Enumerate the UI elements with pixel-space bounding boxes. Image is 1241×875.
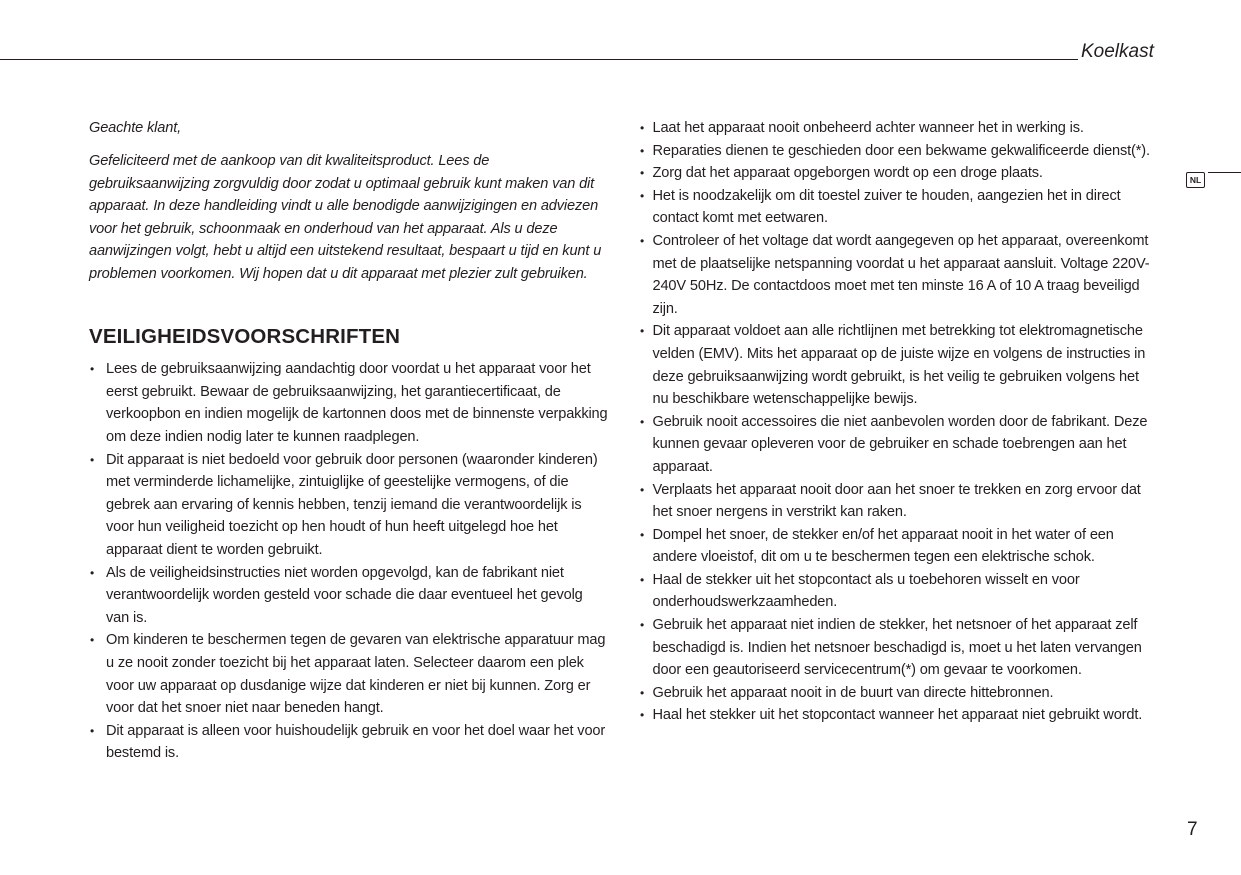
- language-tab-rule: [1208, 172, 1241, 173]
- list-item: • Gebruik nooit accessoires die niet aanbevolen worden door de fabrikant. Deze kunnen gevaar opleveren voor de gebruiker en schade toebrengen aan het apparaat.: [640, 411, 1156, 479]
- page-number: 7: [1187, 819, 1198, 840]
- list-item: • Haal de stekker uit het stopcontact als u toebehoren wisselt en voor onderhoudswerkzaamheden.: [640, 569, 1156, 614]
- list-item: • Dit apparaat is alleen voor huishoudelijk gebruik en voor het doel waar het voor bestemd is.: [89, 720, 608, 765]
- left-column: [89, 117, 608, 765]
- list-item: • Reparaties dienen te geschieden door een bekwame gekwalificeerde dienst(*).: [640, 140, 1156, 163]
- list-item: • Haal het stekker uit het stopcontact wanneer het apparaat niet gebruikt wordt.: [640, 704, 1156, 727]
- list-item: • Het is noodzakelijk om dit toestel zuiver te houden, aangezien het in direct contact komt met eetwaren.: [640, 185, 1156, 230]
- list-item: • Verplaats het apparaat nooit door aan het snoer te trekken en zorg ervoor dat het snoer nergens in verstrikt kan raken.: [640, 479, 1156, 524]
- list-item: • Gebruik het apparaat nooit in de buurt van directe hittebronnen.: [640, 682, 1156, 705]
- list-item: • Zorg dat het apparaat opgeborgen wordt op een droge plaats.: [640, 162, 1156, 185]
- safety-list-left: [89, 358, 608, 765]
- safety-list-right: [640, 117, 1156, 727]
- list-item: • Gebruik het apparaat niet indien de stekker, het netsnoer of het apparaat zelf beschadigd is. Indien het netsnoer beschadigd is, moet u het laten vervangen door een geautoriseerd servicecentrum(*) om gevaar te voorkomen.: [640, 614, 1156, 682]
- list-item: • Dit apparaat is niet bedoeld voor gebruik door personen (waaronder kinderen) met verminderde lichamelijke, zintuiglijke of geestelijke vermogens, of die gebrek aan ervaring of kennis hebben, tenzij iemand die verantwoordelijk is voor hun veiligheid toezicht op hen houdt of hun heeft uitgelegd hoe het apparaat dient te worden gebruikt.: [89, 449, 608, 562]
- header-rule: [0, 59, 1078, 60]
- intro-paragraph: Gefeliciteerd met de aankoop van dit kwaliteitsproduct. Lees de gebruiksaanwijzing zorgvuldig door zodat u optimaal gebruik kunt maken van dit apparaat. In deze handleiding vindt u alle benodigde aanwijzigingen en adviezen voor het gebruik, schoonmaak en onderhoud van het apparaat. Als u deze aanwijzingen volgt, hebt u altijd een uitstekend resultaat, bespaart u tijd en kunt u problemen voorkomen. Wij hopen dat u dit apparaat met plezier zult gebruiken.: [89, 153, 602, 283]
- list-item: • Dompel het snoer, de stekker en/of het apparaat nooit in het water of een andere vloeistof, dit om u te beschermen tegen een elektrische schok.: [640, 524, 1156, 569]
- salutation: Geachte klant,: [89, 120, 182, 136]
- list-item: • Lees de gebruiksaanwijzing aandachtig door voordat u het apparaat voor het eerst gebruikt. Bewaar de gebruiksaanwijzing, het garantiecertificaat, de verkoopbon en indien mogelijk de kartonnen doos met de binnenste verpakking om deze indien nodig later te kunnen raadplegen.: [89, 358, 608, 448]
- list-item: • Dit apparaat voldoet aan alle richtlijnen met betrekking tot elektromagnetische velden (EMV). Mits het apparaat op de juiste wijze en volgens de instructies in deze gebruiksaanwijzing wordt gebruikt, is het veilig te gebruiken volgens het nu beschikbare wetenschappelijke bewijs.: [640, 320, 1156, 410]
- list-item: • Als de veiligheidsinstructies niet worden opgevolgd, kan de fabrikant niet verantwoordelijk worden gesteld voor schade die daar eventueel het gevolg van is.: [89, 562, 608, 630]
- list-item: • Om kinderen te beschermen tegen de gevaren van elektrische apparatuur mag u ze nooit zonder toezicht bij het apparaat laten. Selecteer daarom een plek voor uw apparaat op dusdanige wijze dat kinderen er niet bij kunnen. Zorg er voor dat het snoer niet naar beneden hangt.: [89, 629, 608, 719]
- running-header-title: Koelkast: [1081, 41, 1154, 62]
- language-tag: NL: [1186, 172, 1205, 188]
- right-column: [640, 117, 1156, 727]
- list-item: • Controleer of het voltage dat wordt aangegeven op het apparaat, overeenkomt met de plaatselijke netspanning voordat u het apparaat aansluit. Voltage 220V-240V 50Hz. De contactdoos moet met ten minste 16 A of 10 A traag beveiligd zijn.: [640, 230, 1156, 320]
- list-item: • Laat het apparaat nooit onbeheerd achter wanneer het in werking is.: [640, 117, 1156, 140]
- section-title: VEILIGHEIDSVOORSCHRIFTEN: [89, 324, 401, 348]
